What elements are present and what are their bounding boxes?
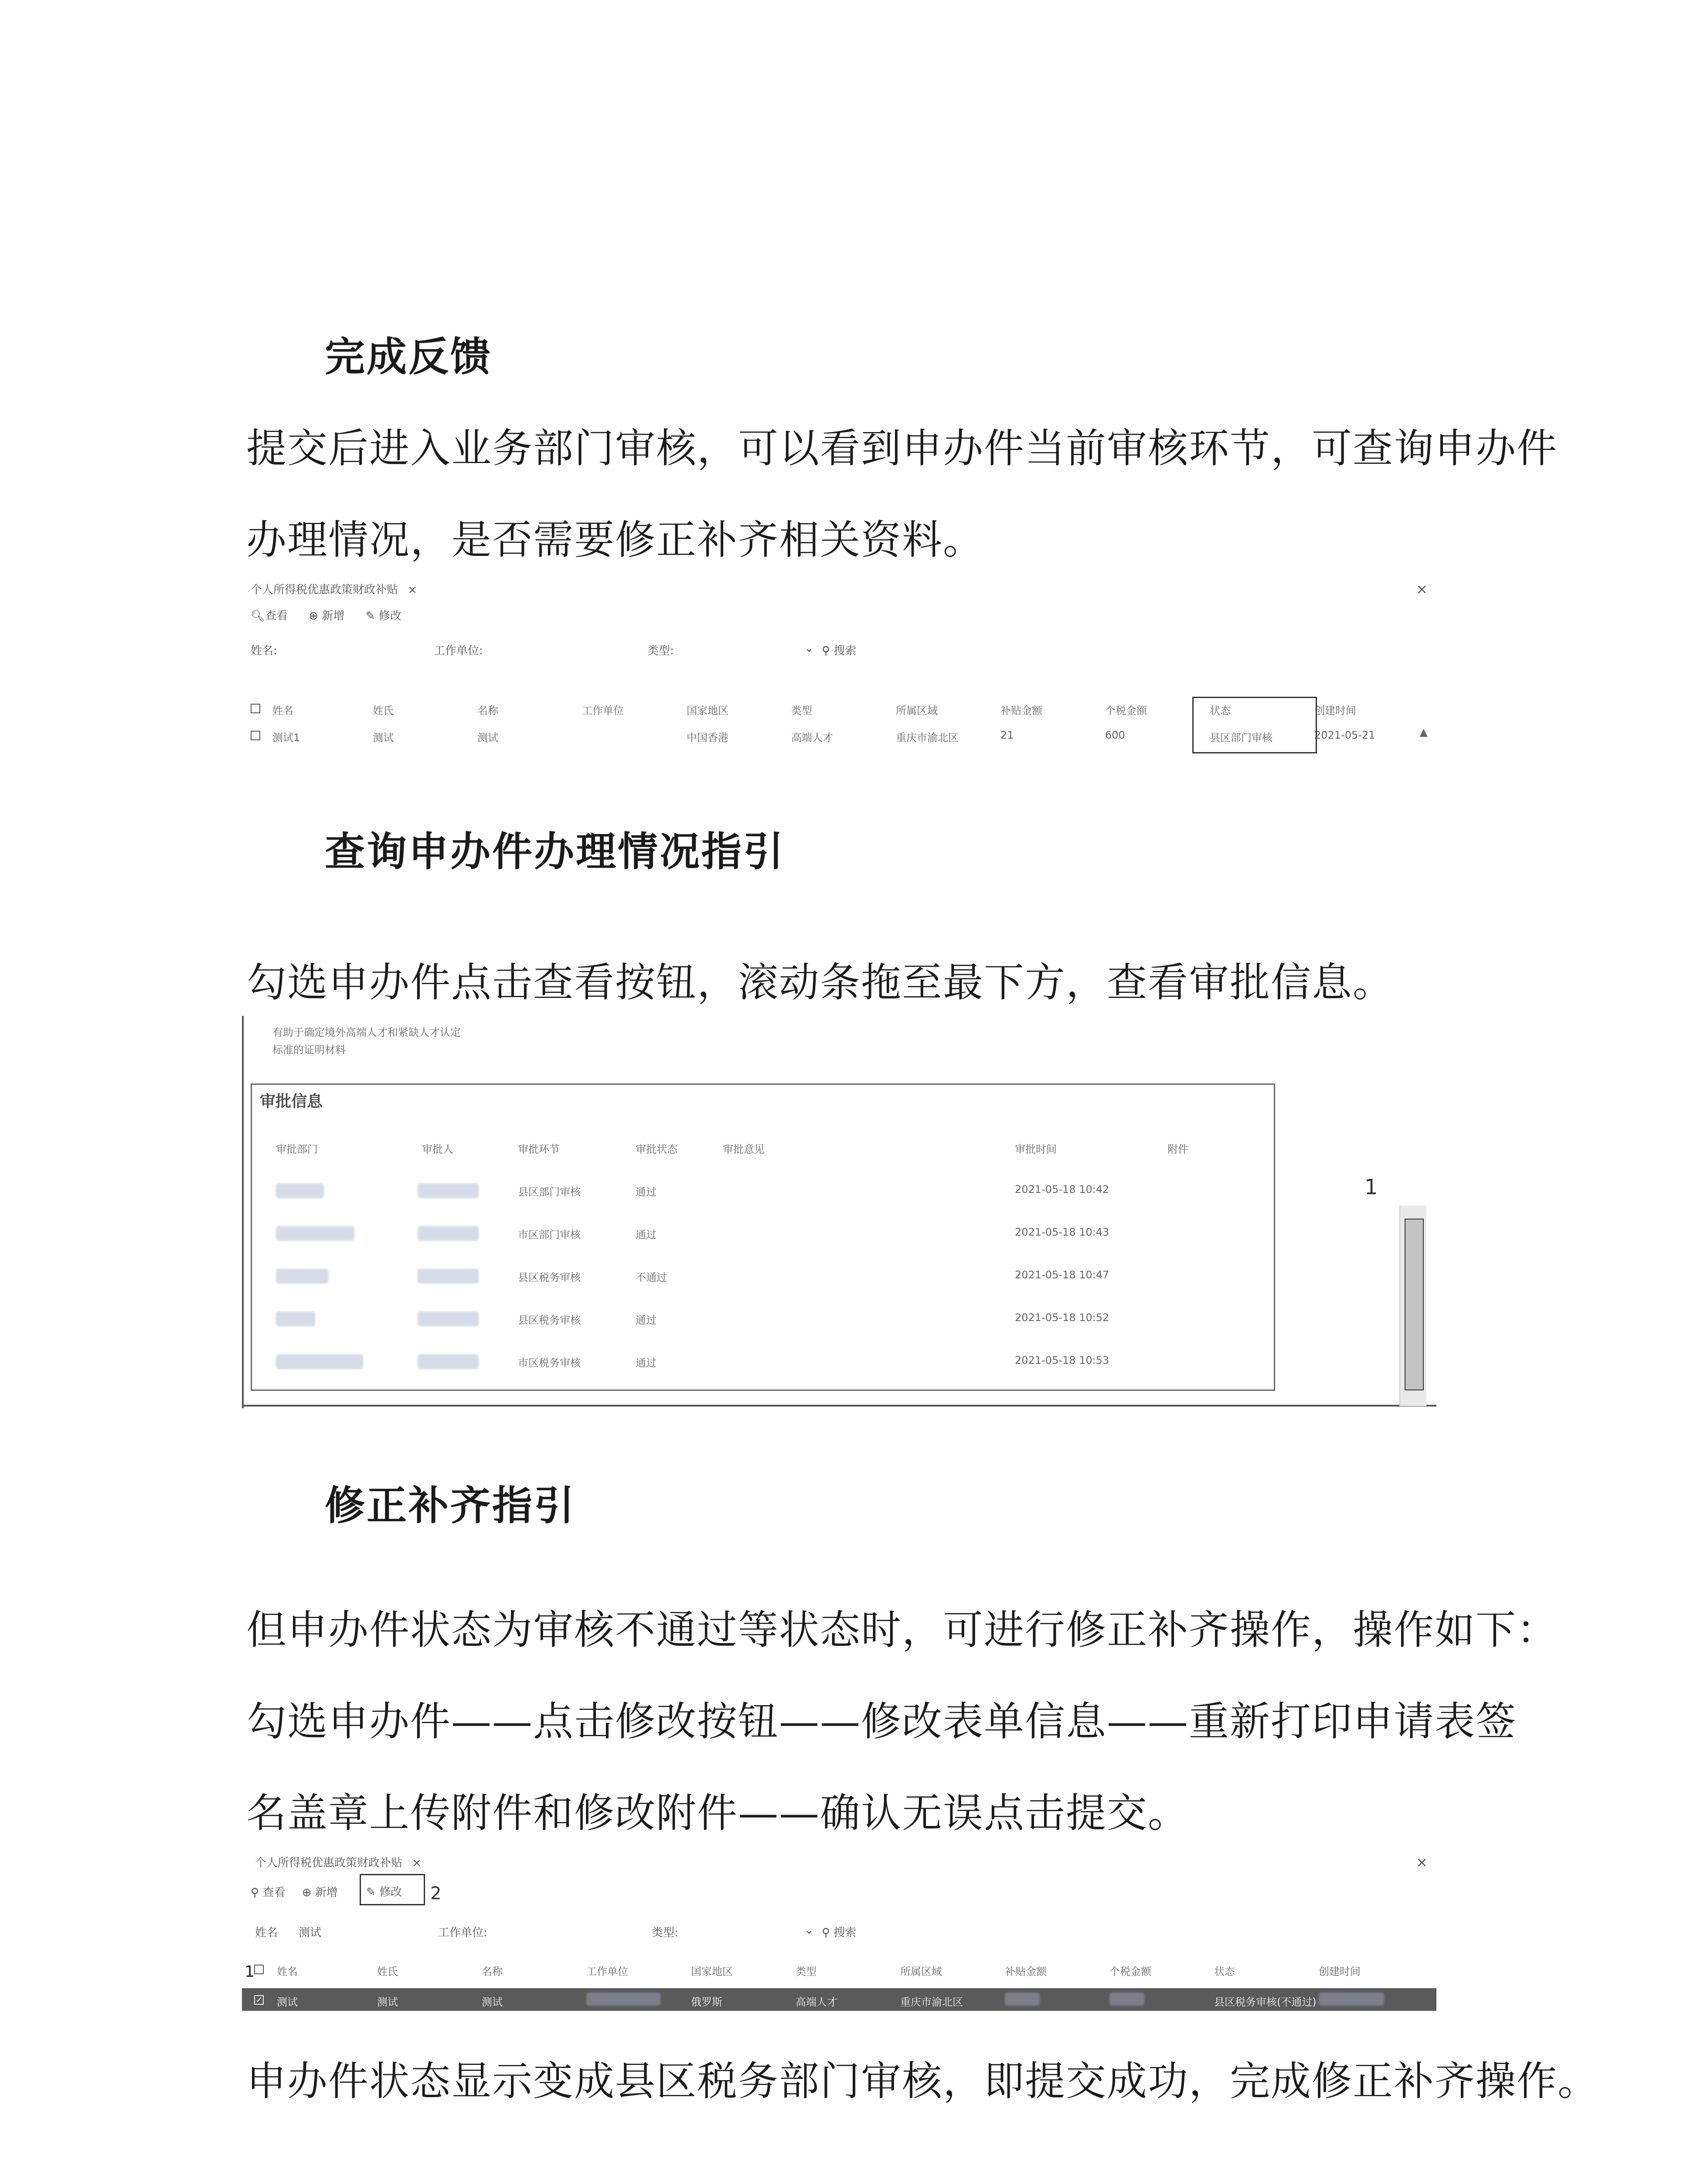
tab-close-icon[interactable]: ×: [408, 583, 418, 596]
edit-button[interactable]: ✎ 修改: [360, 1874, 425, 1905]
column-header: 个税金额: [1105, 705, 1147, 717]
column-header: 审批状态: [636, 1143, 677, 1155]
filter-name-value[interactable]: 测试: [299, 1926, 322, 1939]
column-header: 名称: [482, 1965, 503, 1978]
redacted-cell: [418, 1269, 479, 1284]
row-checkbox[interactable]: [251, 731, 260, 740]
pencil-icon: ✎: [365, 610, 375, 623]
table-row: 市区税务审核 通过 2021-05-18 10:53: [252, 1354, 1274, 1372]
filter-workunit-label: 工作单位:: [438, 1926, 487, 1939]
filter-type-label: 类型:: [647, 644, 674, 657]
redacted-cell: [418, 1311, 479, 1326]
filter-type-label: 类型:: [652, 1926, 678, 1939]
column-header: 名称: [477, 705, 498, 717]
section-heading-correction: 修正补齐指引: [325, 1482, 576, 1529]
paragraph-line: 但申办件状态为审核不通过等状态时，可进行修正补齐操作，操作如下：: [246, 1607, 1558, 1653]
redacted-cell: [418, 1226, 479, 1241]
frame-bottom-border: [242, 1405, 1436, 1407]
screenshot-application-list: [242, 576, 1436, 759]
frame-left-border: [242, 1016, 244, 1408]
section-heading-feedback: 完成反馈: [325, 334, 493, 380]
select-all-checkbox[interactable]: [251, 704, 260, 713]
column-header: 状态: [1214, 1965, 1235, 1978]
search-icon: ⚲: [251, 1886, 259, 1899]
select-all-checkbox[interactable]: [254, 1965, 264, 1974]
row-checkbox-checked[interactable]: ✓: [254, 1995, 264, 2005]
add-button[interactable]: ⊕ 新增: [302, 1886, 338, 1899]
redacted-cell: [276, 1183, 324, 1198]
column-header: 补贴金额: [1005, 1965, 1047, 1978]
column-header: 审批意见: [723, 1143, 765, 1155]
column-header: 附件: [1167, 1143, 1188, 1155]
column-header: 类型: [796, 1965, 817, 1978]
table-row-selected[interactable]: ✓ 测试 测试 测试 俄罗斯 高端人才 重庆市渝北区 县区税务审核(不通过): [242, 1988, 1436, 2011]
screenshot-edit-application: [242, 1849, 1436, 2014]
redacted-cell: [586, 1993, 660, 2006]
scrollbar-thumb[interactable]: [1405, 1219, 1424, 1390]
view-button[interactable]: ⚲ 查看: [251, 1886, 286, 1899]
table-header: [242, 1963, 1436, 1981]
column-header: 审批环节: [518, 1143, 560, 1155]
column-header: 审批人: [422, 1143, 453, 1155]
column-header: 所属区域: [896, 705, 938, 717]
approval-panel: [251, 1083, 1275, 1391]
search-button[interactable]: ⚲ 搜索: [822, 644, 857, 657]
redacted-cell: [418, 1183, 479, 1198]
column-header: 审批时间: [1015, 1143, 1057, 1155]
toolbar: [251, 1884, 338, 1900]
table-row: 县区部门审核 通过 2021-05-18 10:42: [252, 1183, 1274, 1201]
search-icon: 🔍︎: [251, 610, 265, 623]
column-header: 姓氏: [373, 705, 394, 717]
redacted-cell: [1319, 1993, 1384, 2006]
paragraph: 勾选申办件点击查看按钮，滚动条拖至最下方，查看审批信息。: [246, 959, 1394, 1006]
paragraph-line: 勾选申办件——点击修改按钮——修改表单信息——重新打印申请表签: [246, 1698, 1517, 1745]
status-column-highlight: [1192, 697, 1317, 753]
table-row: 市区部门审核 通过 2021-05-18 10:43: [252, 1226, 1274, 1243]
paragraph-line: 名盖章上传附件和修改附件——确认无误点击提交。: [246, 1790, 1189, 1836]
column-header: 类型: [791, 705, 812, 717]
redacted-cell: [1005, 1993, 1040, 2006]
column-header: 姓名: [272, 705, 293, 717]
redacted-cell: [276, 1311, 315, 1326]
search-button[interactable]: ⚲ 搜索: [822, 1926, 857, 1939]
column-header: 姓氏: [377, 1965, 398, 1978]
pencil-icon: ✎: [366, 1886, 376, 1899]
search-icon: ⚲: [822, 644, 830, 657]
table-header: [252, 1141, 1274, 1155]
filter-workunit-label: 工作单位:: [434, 644, 483, 657]
redacted-cell: [276, 1226, 354, 1241]
step-marker-edit: 2: [430, 1884, 442, 1904]
paragraph-line: 办理情况，是否需要修正补齐相关资料。: [246, 517, 984, 563]
filter-name-label: 姓名:: [251, 644, 277, 657]
paragraph: 申办件状态显示变成县区税务部门审核，即提交成功，完成修正补齐操作。: [246, 2058, 1599, 2105]
step-marker-check: 1: [245, 1963, 255, 1981]
vertical-scrollbar[interactable]: [1399, 1206, 1426, 1406]
column-header: 姓名: [277, 1965, 298, 1978]
search-icon: ⚲: [822, 1926, 830, 1939]
tab-title[interactable]: 个人所得税优惠政策财政补贴 ×: [255, 1856, 422, 1870]
chevron-down-icon[interactable]: ⌄: [804, 1924, 814, 1937]
column-header: 个税金额: [1109, 1965, 1151, 1978]
toolbar: [251, 607, 401, 623]
scroll-up-icon[interactable]: ▲: [1419, 726, 1428, 738]
table-row: 县区税务审核 不通过 2021-05-18 10:47: [252, 1269, 1274, 1286]
column-header: 工作单位: [586, 1965, 628, 1978]
note-line: 标准的证明材料: [272, 1044, 346, 1056]
column-header: 审批部门: [276, 1143, 318, 1155]
redacted-cell: [276, 1269, 328, 1284]
add-button[interactable]: ⊕ 新增: [309, 610, 345, 623]
window-close-icon[interactable]: ×: [1416, 581, 1428, 597]
column-header: 国家地区: [691, 1965, 733, 1978]
edit-button[interactable]: ✎ 修改: [365, 610, 401, 623]
panel-title: 审批信息: [260, 1093, 323, 1110]
column-header: 国家地区: [687, 705, 728, 717]
column-header: 补贴金额: [1000, 705, 1042, 717]
chevron-down-icon[interactable]: ⌄: [804, 642, 814, 655]
window-close-icon[interactable]: ×: [1416, 1854, 1428, 1870]
screenshot-approval-info: [242, 1016, 1436, 1408]
step-marker: 1: [1364, 1175, 1378, 1199]
column-header: 工作单位: [582, 705, 624, 717]
redacted-cell: [1109, 1993, 1144, 2006]
filter-name-label: 姓名: [255, 1926, 278, 1939]
redacted-cell: [276, 1354, 363, 1369]
note-line: 有助于确定境外高端人才和紧缺人才认定: [272, 1026, 461, 1039]
tab-close-icon[interactable]: ×: [412, 1856, 422, 1870]
plus-circle-icon: ⊕: [309, 610, 319, 623]
view-button[interactable]: 🔍︎查看: [251, 610, 288, 623]
table-row: 县区税务审核 通过 2021-05-18 10:52: [252, 1311, 1274, 1329]
tab-title[interactable]: 个人所得税优惠政策财政补贴 ×: [251, 583, 418, 596]
column-header: 所属区域: [900, 1965, 942, 1978]
table-row[interactable]: 测试1 测试 测试 中国香港 高端人才 重庆市渝北区 21 600 县区部门审核 2021-05-21: [242, 729, 1436, 744]
column-header: 创建时间: [1319, 1965, 1361, 1978]
plus-circle-icon: ⊕: [302, 1886, 312, 1899]
column-header: 创建时间: [1314, 705, 1356, 717]
section-heading-query: 查询申办件办理情况指引: [325, 828, 786, 875]
redacted-cell: [418, 1354, 479, 1369]
paragraph-line: 提交后进入业务部门审核，可以看到申办件当前审核环节，可查询申办件: [246, 425, 1558, 472]
column-header: 状态: [1210, 705, 1231, 717]
